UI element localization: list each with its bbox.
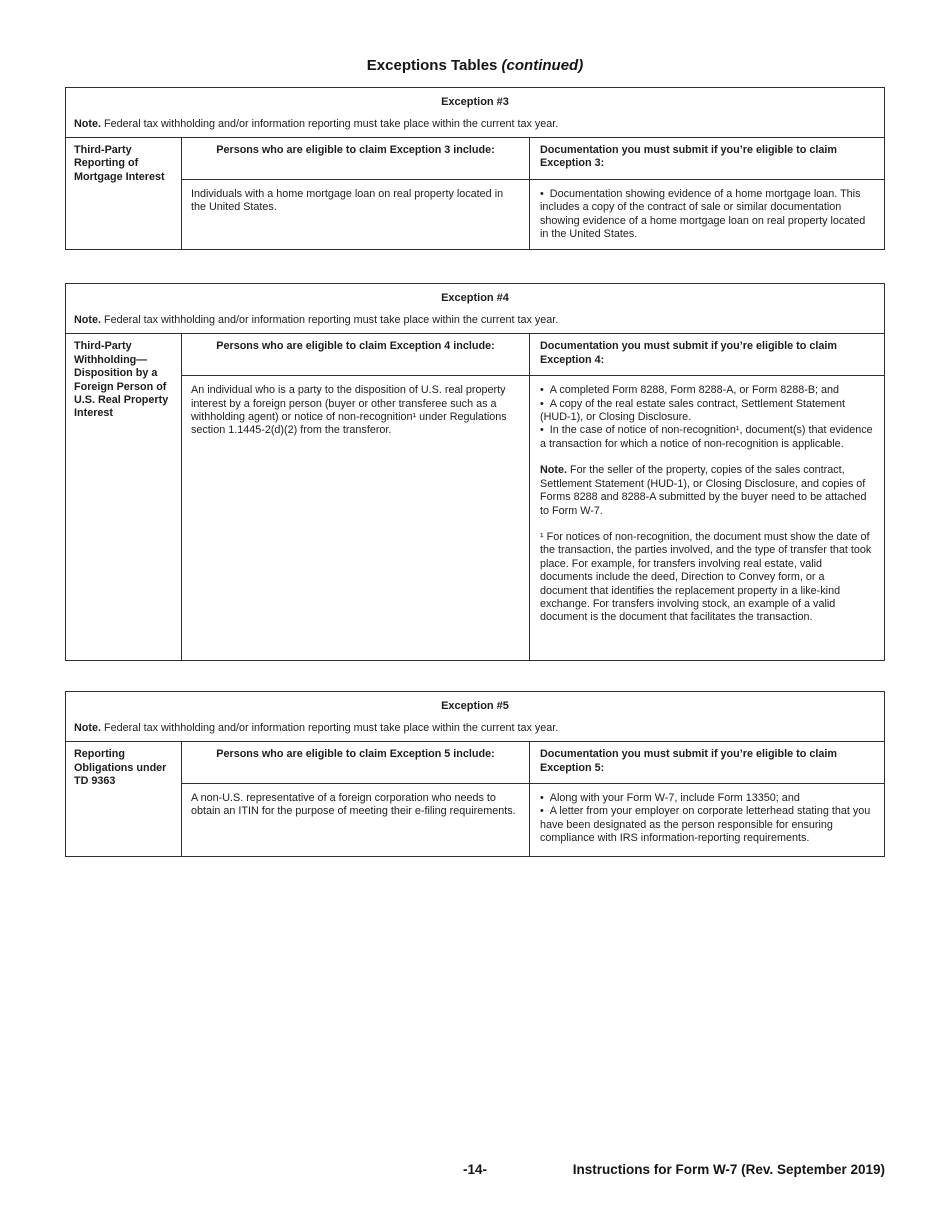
docs-note: [540, 464, 874, 518]
note-text: Federal tax withholding and/or information reporting must take place within the current tax year.: [101, 314, 559, 327]
exception-3-title: Exception #3: [441, 96, 509, 108]
exception-4-grid: [66, 334, 884, 660]
exception-3-header-section: [66, 88, 884, 138]
exception-4-persons-header: Persons who are eligible to claim Exception 4 include:: [182, 334, 530, 376]
exception-3-docs-header: Documentation you must submit if you’re eligible to claim Exception 3:: [530, 138, 884, 180]
exception-5-table: [65, 691, 885, 857]
docs-bullet: • Along with your Form W-7, include Form 13350; and: [540, 792, 874, 805]
exception-3-persons-text: [182, 180, 530, 250]
docs-bullet: • A letter from your employer on corporate letterhead stating that you have been designated as the person responsible for ensuring compliance with IRS information-reporting requirements.: [540, 805, 874, 845]
exception-5-docs-header: Documentation you must submit if you’re eligible to claim Exception 5:: [530, 742, 884, 784]
exception-5-note: [74, 722, 876, 735]
persons-paragraph: A non-U.S. representative of a foreign corporation who needs to obtain an ITIN for the purpose of meeting their e-filing requirements.: [191, 792, 516, 818]
exception-5-persons-text: [182, 784, 530, 856]
exception-5-row-label: Reporting Obligations under TD 9363: [66, 742, 182, 856]
page-title-main: Exceptions Tables: [366, 57, 502, 74]
exception-3-grid: [66, 138, 884, 249]
exception-4-persons-text: [182, 376, 530, 660]
page-title-continued: (continued): [501, 57, 584, 74]
note-label: Note.: [74, 118, 101, 130]
note-text: Federal tax withholding and/or information reporting must take place within the current tax year.: [101, 118, 559, 130]
exception-5-title: Exception #5: [441, 700, 509, 713]
exception-4-table: [65, 283, 885, 661]
docs-bullet: • In the case of notice of non-recognition¹, document(s) that evidence a transaction for which a notice of non-recognition is applicable.: [540, 424, 874, 451]
exception-3-note: [74, 118, 876, 131]
exception-3-docs-text: [530, 180, 884, 250]
docs-bullet: • A copy of the real estate sales contract, Settlement Statement (HUD-1), or Closing Disclosure.: [540, 398, 874, 425]
note-text: Federal tax withholding and/or information reporting must take place within the current tax year.: [101, 722, 559, 735]
exception-5-grid: [66, 742, 884, 856]
note-label: Note.: [540, 464, 567, 477]
page-title: [65, 56, 885, 75]
exception-4-row-label: Third-Party Withholding—Disposition by a Foreign Person of U.S. Real Property Interest: [66, 334, 182, 660]
exception-4-header-section: [66, 284, 884, 334]
page-number: -14-: [462, 1162, 487, 1177]
footer-doc-title: Instructions for Form W-7 (Rev. September 2019): [572, 1162, 885, 1177]
exception-4-title: Exception #4: [441, 292, 509, 305]
persons-paragraph: An individual who is a party to the disposition of U.S. real property interest by a foreign person (buyer or other transferee such as a withholding agent) or notice of non-recognition¹ under Regulations section 1.1445-2(d)(2) from the transferor.: [191, 384, 507, 437]
page-footer: [65, 1161, 885, 1178]
page-content: [65, 0, 885, 857]
persons-paragraph: Individuals with a home mortgage loan on real property located in the United States.: [191, 187, 504, 214]
note-label: Note.: [74, 722, 101, 735]
exception-4-docs-header: Documentation you must submit if you’re eligible to claim Exception 4:: [530, 334, 884, 376]
exception-3-table: [65, 87, 885, 250]
exception-3-persons-header: Persons who are eligible to claim Exception 3 include:: [182, 138, 530, 180]
exception-5-persons-header: Persons who are eligible to claim Exception 5 include:: [182, 742, 530, 784]
docs-bullet: • A completed Form 8288, Form 8288-A, or Form 8288-B; and: [540, 384, 874, 397]
note-label: Note.: [74, 314, 101, 327]
docs-bullet: • Documentation showing evidence of a home mortgage loan. This includes a copy of the contract of sale or similar documentation showing evidence of a home mortgage loan on real property located in the United States.: [540, 188, 874, 242]
exception-4-note: [74, 314, 876, 327]
note-text: For the seller of the property, copies of the sales contract, Settlement Statement (HUD-1), or Closing Disclosure, and copies of Forms 8288 and 8288-A submitted by the buyer need to be attached to Form W-7.: [540, 464, 867, 517]
exception-5-header-section: [66, 692, 884, 742]
exception-4-docs-text: [530, 376, 884, 660]
exception-3-row-label: Third-Party Reporting of Mortgage Interest: [66, 138, 182, 249]
docs-footnote: ¹ For notices of non-recognition, the document must show the date of the transaction, the parties involved, and the type of transfer that took place. For example, for transfers involving real estate, valid documents include the deed, Direction to Convey form, or a document that identifies the replacement property in a like-kind exchange. For transfers involving stock, an example of a valid document is the document that facilitates the transaction.: [540, 530, 872, 624]
exception-5-docs-text: [530, 784, 884, 856]
